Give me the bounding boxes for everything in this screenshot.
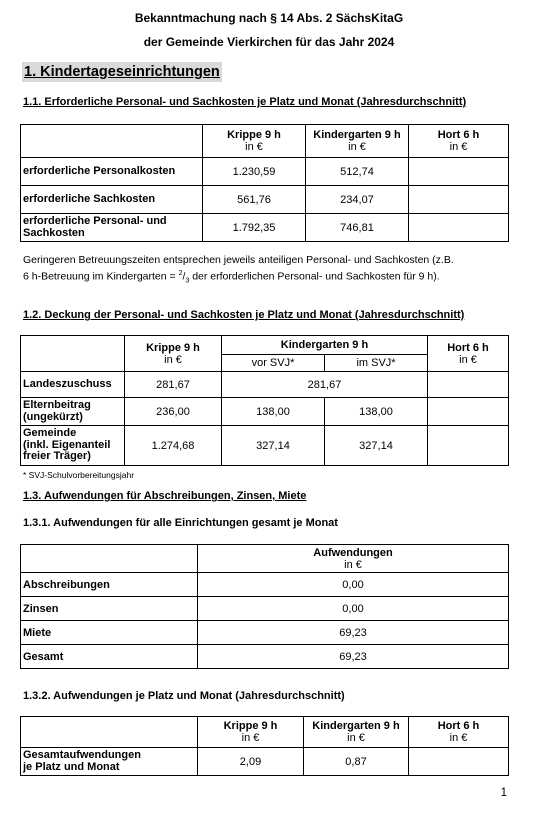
cell-value: 138,00	[222, 398, 325, 426]
personal-sachkosten-table	[20, 124, 509, 242]
cell-value: 281,67	[125, 372, 222, 398]
col-header-kindergarten: Kindergarten 9 h in €	[304, 717, 409, 748]
cell-value: 327,14	[325, 426, 428, 466]
page-number: 1	[500, 787, 507, 799]
table-corner-cell	[21, 717, 198, 748]
betreuungszeiten-note: Geringeren Betreuungszeiten entsprechen jeweils anteiligen Personal- und Sachkosten (z.B. 6 h-Betreuung im Kindergarten = $^2/_3$ der erforderlichen Personal- und Sachkosten für 9 h).	[23, 254, 454, 285]
cell-value	[409, 748, 509, 776]
cell-value: 138,00	[325, 398, 428, 426]
table-row	[21, 186, 509, 214]
col-header-kindergarten: Kindergarten 9 h	[222, 336, 428, 355]
cell-value	[409, 158, 509, 186]
cell-value	[428, 372, 509, 398]
cell-value	[409, 214, 509, 242]
section-1-3-2-heading: 1.3.2. Aufwendungen je Platz und Monat (Jahresdurchschnitt)	[23, 690, 345, 702]
aufwendungen-gesamt-table	[20, 544, 509, 669]
cell-value: 69,23	[198, 645, 509, 669]
row-label: Zinsen	[21, 597, 198, 621]
table-row	[21, 398, 509, 426]
cell-value: 327,14	[222, 426, 325, 466]
row-label: erforderliche Sachkosten	[21, 186, 203, 214]
subheader-vor-svj: vor SVJ*	[222, 355, 325, 372]
table-row	[21, 748, 509, 776]
cell-value: 0,00	[198, 573, 509, 597]
cell-value: 281,67	[222, 372, 428, 398]
cell-value: 2,09	[198, 748, 304, 776]
aufwendungen-je-platz-table	[20, 716, 509, 776]
row-label: Abschreibungen	[21, 573, 198, 597]
col-header-hort: Hort 6 h in €	[409, 125, 509, 158]
table-row	[21, 573, 509, 597]
cell-value: 236,00	[125, 398, 222, 426]
table-row	[21, 645, 509, 669]
kostendeckung-table	[20, 335, 509, 466]
cell-value: 0,87	[304, 748, 409, 776]
cell-value: 1.792,35	[203, 214, 306, 242]
cell-value: 69,23	[198, 621, 509, 645]
cell-value	[428, 426, 509, 466]
cell-value: 1.274,68	[125, 426, 222, 466]
col-header-krippe: Krippe 9 h in €	[203, 125, 306, 158]
row-label: Gemeinde (inkl. Eigenanteil freier Träger)	[21, 426, 125, 466]
table-row	[21, 158, 509, 186]
cell-value	[409, 186, 509, 214]
section-1-3-1-heading: 1.3.1. Aufwendungen für alle Einrichtungen gesamt je Monat	[23, 517, 338, 529]
row-label: Landeszuschuss	[21, 372, 125, 398]
svj-footnote: * SVJ-Schulvorbereitungsjahr	[23, 470, 135, 480]
row-label: Miete	[21, 621, 198, 645]
table-row	[21, 597, 509, 621]
row-label: Elternbeitrag (ungekürzt)	[21, 398, 125, 426]
section-1-1-heading: 1.1. Erforderliche Personal- und Sachkosten je Platz und Monat (Jahresdurchschnitt)	[23, 96, 467, 108]
cell-value: 512,74	[306, 158, 409, 186]
row-label: Gesamt	[21, 645, 198, 669]
cell-value: 0,00	[198, 597, 509, 621]
cell-value: 561,76	[203, 186, 306, 214]
row-label: erforderliche Personalkosten	[21, 158, 203, 186]
table-row	[21, 214, 509, 242]
col-header-krippe: Krippe 9 h in €	[125, 336, 222, 372]
cell-value: 746,81	[306, 214, 409, 242]
table-corner-cell	[21, 545, 198, 573]
cell-value: 1.230,59	[203, 158, 306, 186]
cell-value	[428, 398, 509, 426]
cell-value: 234,07	[306, 186, 409, 214]
table-row	[21, 372, 509, 398]
col-header-kindergarten: Kindergarten 9 h in €	[306, 125, 409, 158]
document-title-line1: Bekanntmachung nach § 14 Abs. 2 SächsKitaG	[134, 11, 404, 25]
table-corner-cell	[21, 125, 203, 158]
section-1-heading: 1. Kindertageseinrichtungen	[24, 64, 220, 80]
section-1-2-heading: 1.2. Deckung der Personal- und Sachkosten je Platz und Monat (Jahresdurchschnitt)	[23, 309, 465, 321]
section-1-3-heading: 1.3. Aufwendungen für Abschreibungen, Zinsen, Miete	[23, 490, 307, 502]
row-label: erforderliche Personal- und Sachkosten	[21, 214, 203, 242]
col-header-aufwendungen: Aufwendungen in €	[198, 545, 509, 573]
subheader-im-svj: im SVJ*	[325, 355, 428, 372]
row-label: Gesamtaufwendungen je Platz und Monat	[21, 748, 198, 776]
document-title-line2: der Gemeinde Vierkirchen für das Jahr 2024	[143, 35, 395, 49]
table-row	[21, 426, 509, 466]
col-header-hort: Hort 6 h in €	[409, 717, 509, 748]
table-corner-cell	[21, 336, 125, 372]
table-row	[21, 621, 509, 645]
col-header-krippe: Krippe 9 h in €	[198, 717, 304, 748]
col-header-hort: Hort 6 h in €	[428, 336, 509, 372]
